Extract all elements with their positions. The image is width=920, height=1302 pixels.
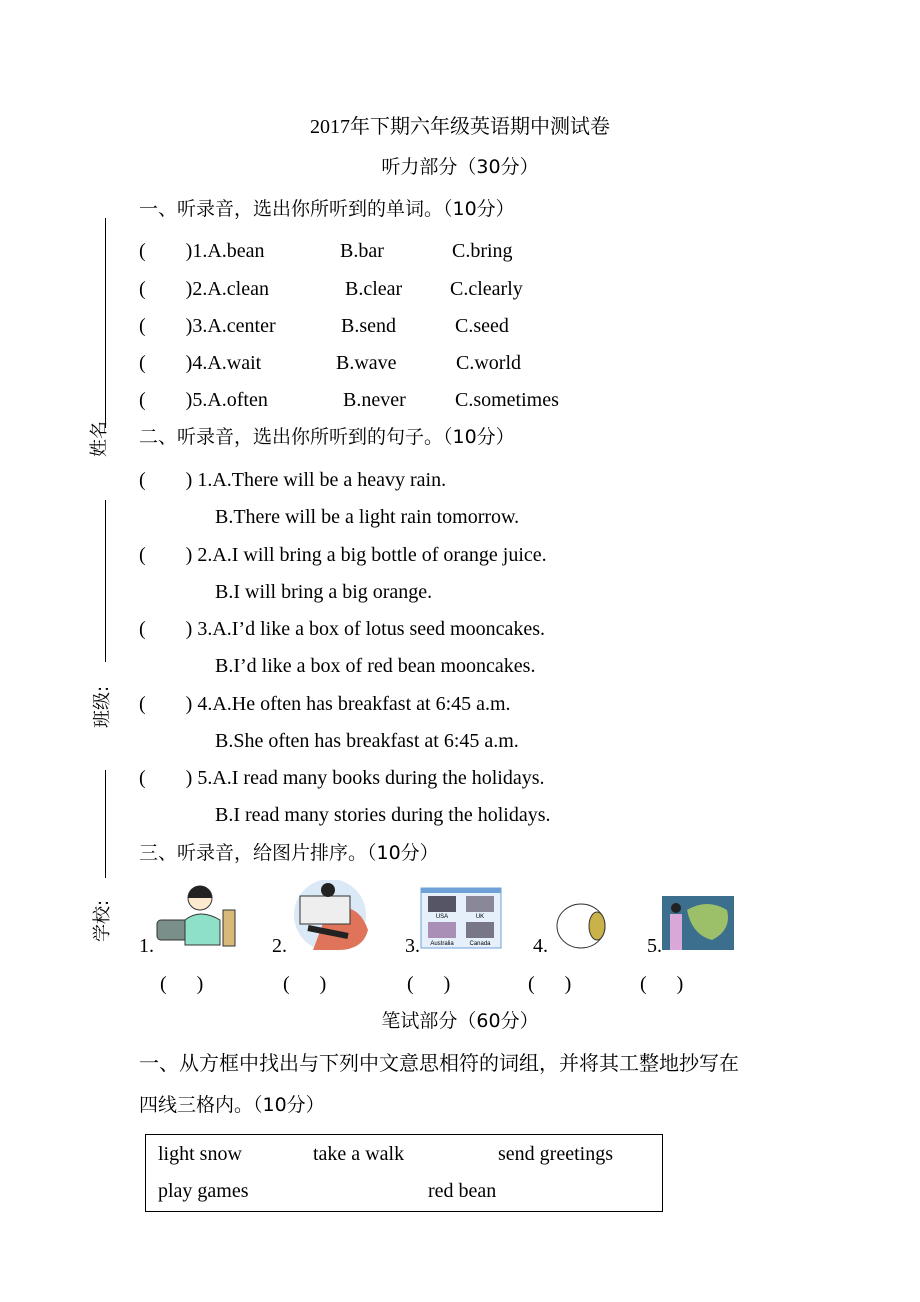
answer-blank: ( ): [160, 973, 204, 995]
listening-title: 听力部分（30分）: [381, 156, 539, 178]
option-c: C.seed: [455, 315, 509, 337]
sentence-option-b: B.I read many stories during the holidays.: [215, 804, 551, 826]
answer-blank: ( ): [640, 973, 684, 995]
option-c: C.sometimes: [455, 389, 559, 411]
sentence-question: ( ) 4.A.He often has breakfast at 6:45 a.m.: [139, 692, 511, 715]
countries-window-picture: [420, 880, 502, 950]
option-b: B.clear: [345, 278, 403, 300]
sentence-option-b: B.I’d like a box of red bean mooncakes.: [215, 655, 536, 677]
answer-blank: ( ): [407, 973, 451, 995]
answer-blank: ( ): [528, 973, 572, 995]
exam-title: 2017年下期六年级英语期中测试卷: [310, 116, 610, 138]
boy-listening-radio-picture: [155, 880, 240, 950]
name-line: [105, 218, 106, 428]
man-reading-newspaper-picture: [288, 880, 373, 950]
option-b: B.send: [341, 315, 396, 337]
word-question: ( )1.A.bean: [139, 240, 265, 262]
class-label: 班级:: [92, 685, 114, 729]
picture-number: 2.: [272, 935, 287, 957]
sentence-question: ( ) 3.A.I’d like a box of lotus seed mooncakes.: [139, 618, 546, 640]
option-c: C.bring: [452, 240, 513, 262]
picture-number: 3.: [405, 935, 420, 957]
school-label: 学校:: [92, 899, 114, 943]
word-item: light snow: [158, 1143, 242, 1165]
sentence-question: ( ) 2.A.I will bring a big bottle of orange juice.: [139, 543, 547, 566]
answer-blank: ( ): [283, 973, 327, 995]
picture-number: 1.: [139, 935, 154, 957]
uk-label: UK: [475, 914, 485, 920]
sentence-question: ( ) 1.A.There will be a heavy rain.: [139, 469, 447, 491]
word-question: ( )4.A.wait: [139, 352, 262, 374]
canada-label: Canada: [469, 941, 491, 947]
option-b: B.never: [343, 389, 406, 411]
word-question: ( )2.A.clean: [139, 278, 269, 300]
sentence-question: ( ) 5.A.I read many books during the holidays.: [139, 767, 545, 789]
australia-label: Australia: [430, 941, 454, 947]
mooncake-picture: [555, 880, 611, 950]
usa-label: USA: [435, 914, 449, 920]
writing-title: 笔试部分（60分）: [381, 1010, 539, 1032]
option-c: C.world: [456, 352, 521, 374]
picture-number: 5.: [647, 935, 662, 957]
picture-number: 4.: [533, 935, 548, 957]
writing1-heading-line1: 一、从方框中找出与下列中文意思相符的词组，并将其工整地抄写在: [139, 1051, 739, 1075]
sentence-option-b: B.I will bring a big orange.: [215, 580, 433, 603]
word-item: take a walk: [313, 1143, 405, 1165]
writing1-heading-line2: 四线三格内。（10分）: [139, 1094, 325, 1116]
word-question: ( )5.A.often: [139, 389, 268, 411]
word-item: play games: [158, 1180, 249, 1202]
name-label: 姓名: [89, 421, 110, 457]
sentence-option-b: B.She often has breakfast at 6:45 a.m.: [215, 729, 519, 752]
word-item: red bean: [428, 1180, 497, 1202]
weather-report-picture: [662, 880, 734, 950]
section2-heading: 二、听录音，选出你所听到的句子。（10分）: [139, 426, 515, 448]
option-b: B.wave: [336, 352, 397, 374]
school-line: [105, 770, 106, 878]
option-b: B.bar: [340, 240, 384, 262]
class-line: [105, 500, 106, 662]
word-question: ( )3.A.center: [139, 315, 276, 337]
section3-heading: 三、听录音，给图片排序。（10分）: [139, 842, 439, 864]
sentence-option-b: B.There will be a light rain tomorrow.: [215, 506, 520, 528]
section1-heading: 一、听录音，选出你所听到的单词。（10分）: [139, 198, 515, 220]
word-item: send greetings: [498, 1143, 613, 1165]
option-c: C.clearly: [450, 278, 523, 300]
